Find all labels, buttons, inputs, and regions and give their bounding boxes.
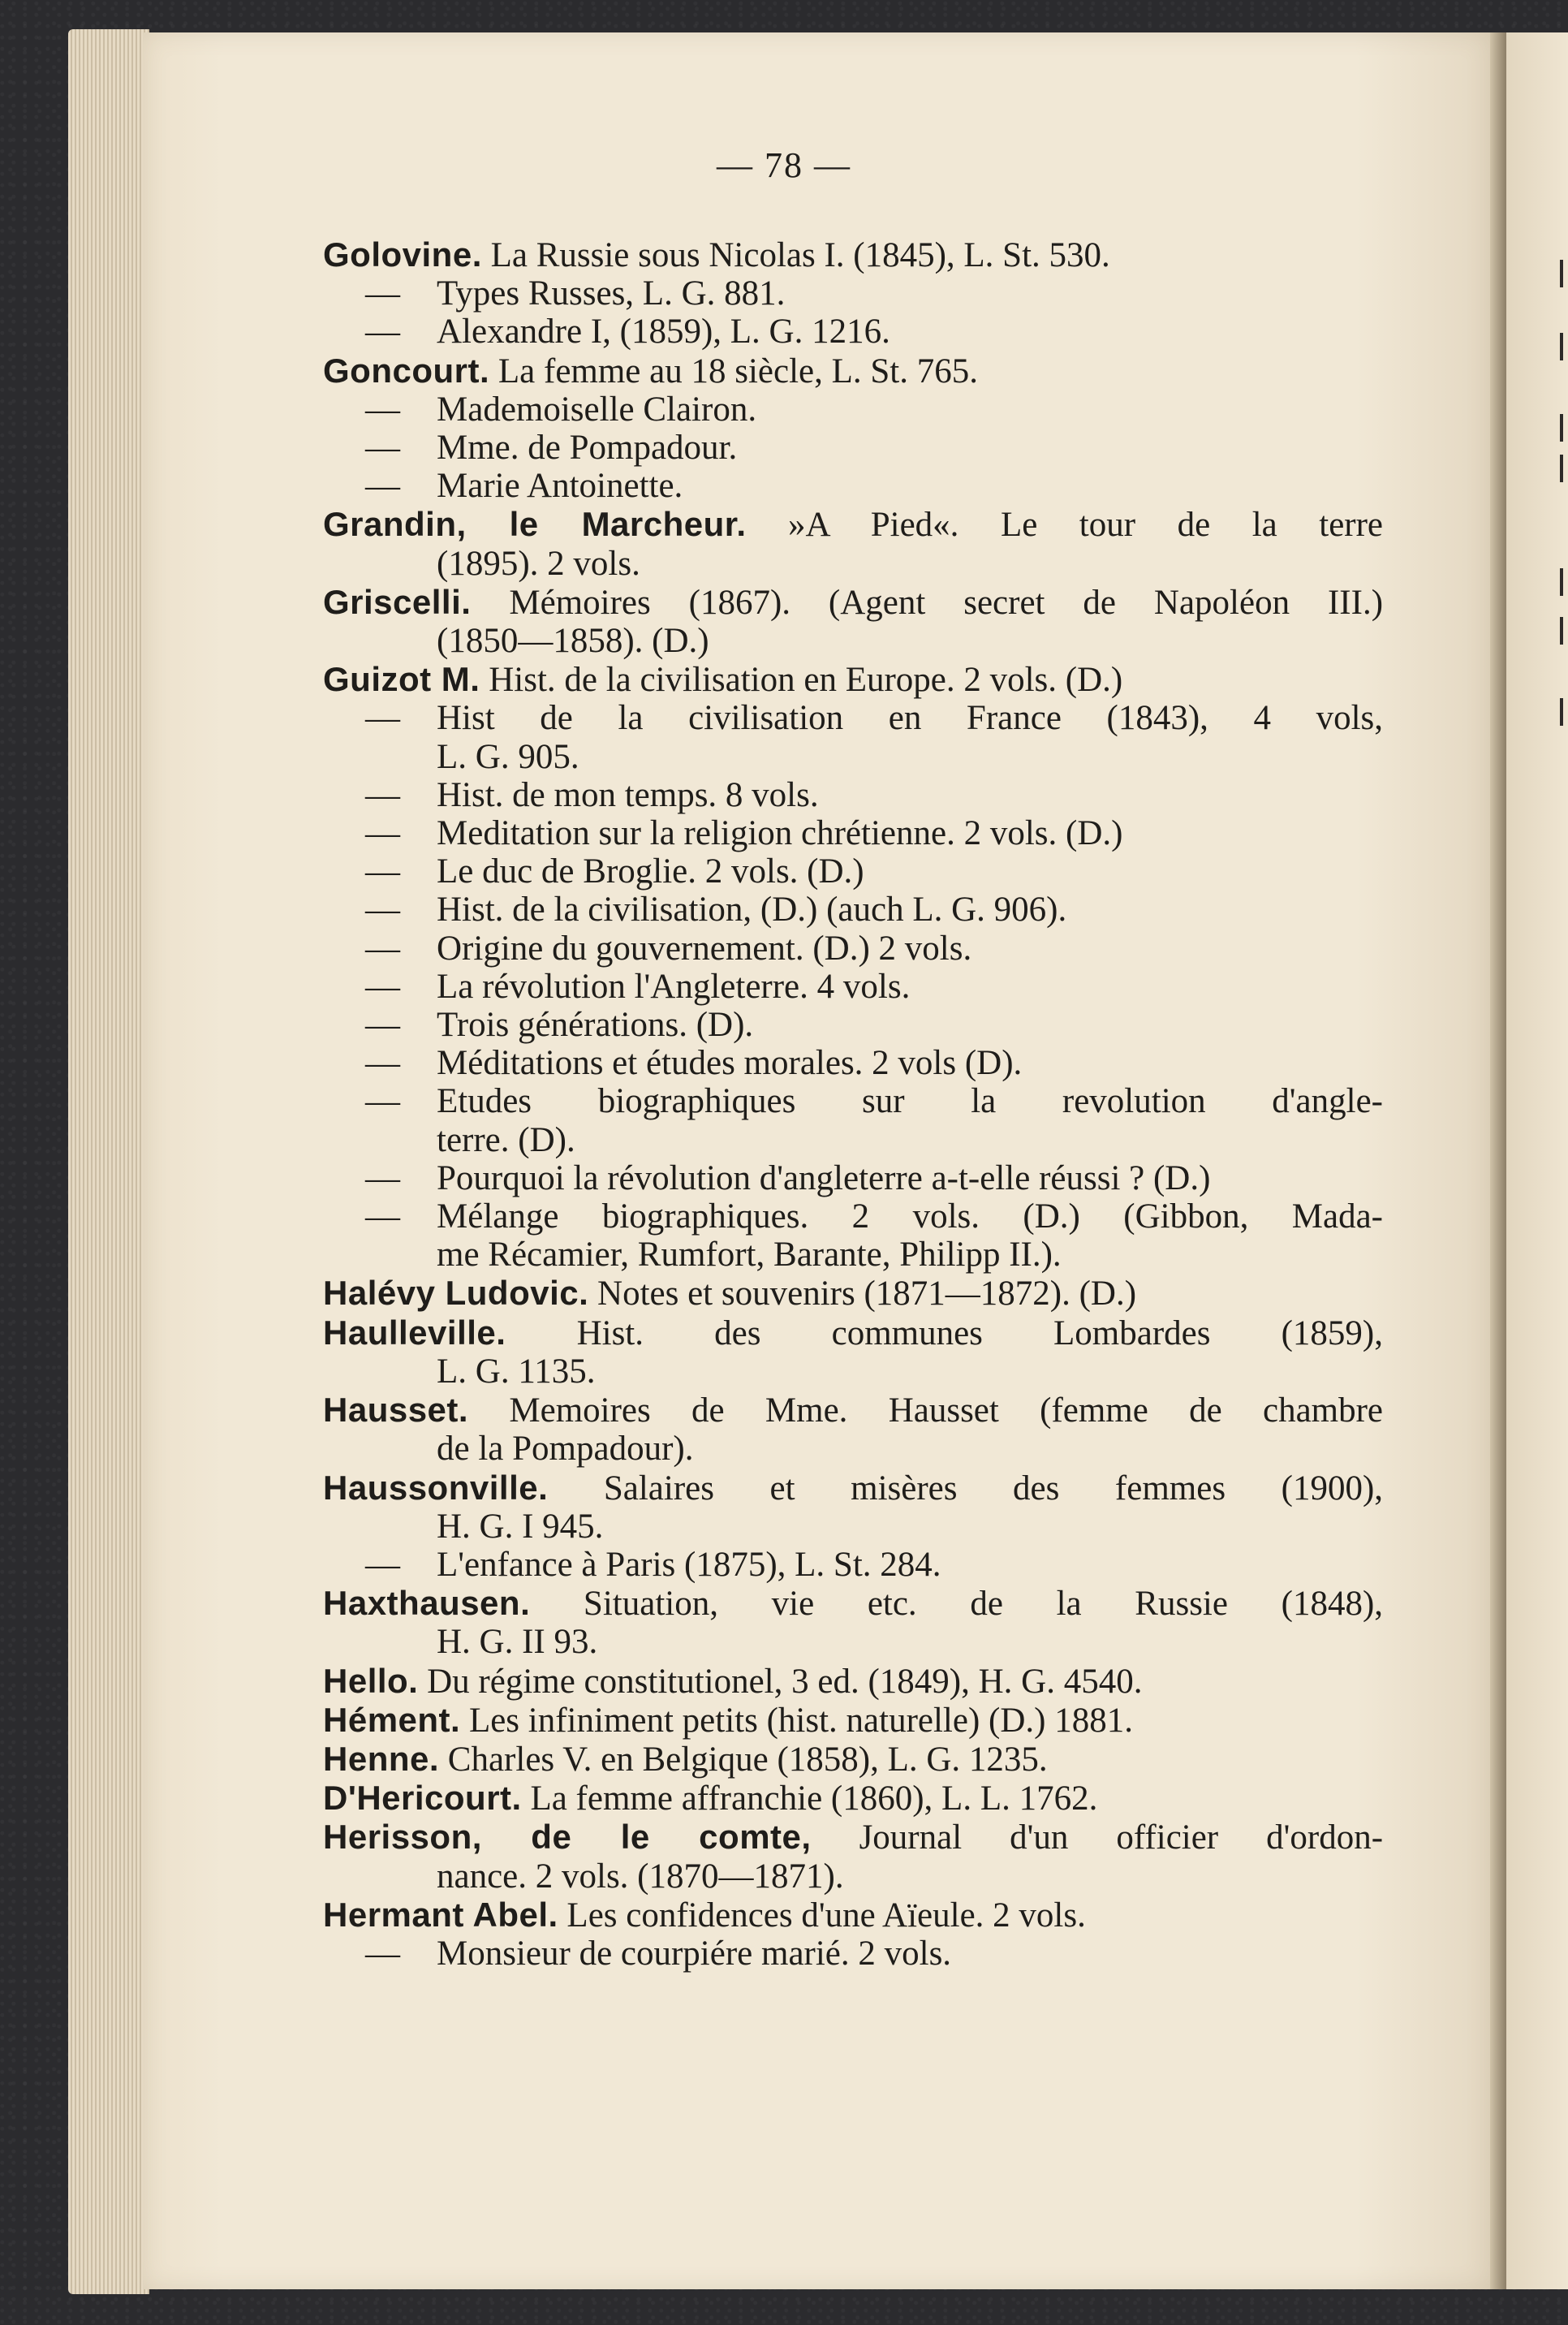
- index-entry: [323, 1391, 1383, 1468]
- index-subentry: [323, 313, 1383, 351]
- index-entry: [323, 1818, 1383, 1895]
- index-subentry: [323, 891, 1383, 929]
- index-subentry: [323, 699, 1383, 775]
- index-subentry: [323, 429, 1383, 467]
- subentry-text: Le duc de Broglie. 2 vols. (D.): [437, 852, 864, 891]
- entry-line: [323, 1313, 1383, 1352]
- subentry-line: [323, 930, 1383, 968]
- subentry-line: [323, 852, 1383, 891]
- bleed-mark: [1560, 617, 1563, 645]
- subentry-line: [323, 968, 1383, 1006]
- ditto-dash: —: [365, 313, 400, 352]
- entry-line: [323, 1779, 1383, 1818]
- index-entry: [323, 505, 1383, 582]
- entry-text: Salaires et misères des femmes (1900),: [603, 1469, 1384, 1508]
- subentry-line: [323, 814, 1383, 852]
- index-subentry: [323, 467, 1383, 505]
- entry-text: Hist. des communes Lombardes (1859),: [576, 1313, 1384, 1352]
- subentry-text: Hist. de mon temps. 8 vols.: [437, 775, 819, 814]
- entry-heading: Haxthausen.: [323, 1584, 531, 1623]
- entry-text: Journal d'un officier d'ordon-: [859, 1818, 1384, 1857]
- subentry-text: Hist de la civilisation en France (1843), 4 vols,: [437, 699, 1383, 738]
- entry-continuation: nance. 2 vols. (1870—1871).: [437, 1857, 844, 1896]
- ditto-dash: —: [365, 390, 400, 429]
- entry-heading: Halévy Ludovic.: [323, 1274, 589, 1313]
- subentry-text: Types Russes, L. G. 881.: [437, 274, 786, 313]
- index-subentry: [323, 1159, 1383, 1197]
- entry-line: [323, 1274, 1383, 1313]
- subentry-line: [323, 891, 1383, 929]
- entry-text: Du régime constitutionel, 3 ed. (1849), H. G. 4540.: [427, 1662, 1143, 1701]
- facing-page-edge: [1506, 32, 1568, 2289]
- ditto-dash: —: [365, 775, 400, 814]
- subentry-text: Marie Antoinette.: [437, 467, 683, 506]
- subentry-text: Hist. de la civilisation, (D.) (auch L. G. 906).: [437, 891, 1067, 930]
- entry-text: Mémoires (1867). (Agent secret de Napoléon III.): [509, 583, 1384, 622]
- ditto-dash: —: [365, 852, 400, 891]
- index-subentry: [323, 1197, 1383, 1274]
- page-number: — 78 —: [717, 145, 851, 185]
- entry-line: [323, 235, 1383, 274]
- index-subentry: [323, 930, 1383, 968]
- index-subentry: [323, 1044, 1383, 1082]
- ditto-dash: —: [365, 967, 400, 1006]
- subentry-text: Meditation sur la religion chrétienne. 2 vols. (D.): [437, 814, 1123, 853]
- ditto-dash: —: [365, 891, 400, 930]
- entry-line: [323, 1391, 1383, 1430]
- ditto-dash: —: [365, 699, 400, 738]
- bleed-mark: [1560, 568, 1563, 596]
- entry-heading: Golovine.: [323, 235, 482, 274]
- subentry-line: [323, 313, 1383, 351]
- index-entry: [323, 660, 1383, 699]
- entry-text: Memoires de Mme. Hausset (femme de chambre: [509, 1391, 1384, 1430]
- index-subentry: [323, 776, 1383, 814]
- index-subentry: [323, 1546, 1383, 1584]
- entry-text: La femme au 18 siècle, L. St. 765.: [498, 352, 978, 390]
- index-entry: [323, 352, 1383, 390]
- subentry-line: [323, 1006, 1383, 1044]
- ditto-dash: —: [365, 429, 400, 468]
- entry-line: [323, 1896, 1383, 1935]
- bleed-mark: [1560, 333, 1563, 360]
- entry-line: [323, 583, 1383, 622]
- subentry-line: [323, 1082, 1383, 1120]
- entry-heading: Hément.: [323, 1700, 461, 1739]
- subentry-text: Trois générations. (D).: [437, 1006, 754, 1045]
- subentry-continuation: terre. (D).: [437, 1120, 575, 1159]
- entry-line: [323, 1740, 1383, 1779]
- index-entry: [323, 1584, 1383, 1661]
- index-subentry: [323, 1082, 1383, 1158]
- entry-heading: Goncourt.: [323, 351, 490, 390]
- bleed-mark: [1560, 414, 1563, 442]
- entry-line: [323, 660, 1383, 699]
- entry-line: [323, 505, 1383, 544]
- subentry-text: Monsieur de courpiére marié. 2 vols.: [437, 1934, 952, 1973]
- index-entry: [323, 1469, 1383, 1546]
- ditto-dash: —: [365, 274, 400, 313]
- subentry-line: [323, 1935, 1383, 1973]
- entry-continuation: de la Pompadour).: [437, 1430, 694, 1469]
- entry-heading: Haulleville.: [323, 1313, 506, 1352]
- index-entry: [323, 1740, 1383, 1779]
- entry-heading: Griscelli.: [323, 582, 472, 621]
- entry-heading: Hausset.: [323, 1391, 469, 1430]
- subentry-text: Mademoiselle Clairon.: [437, 390, 757, 429]
- ditto-dash: —: [365, 467, 400, 506]
- index-entry: [323, 1274, 1383, 1313]
- index-entry: [323, 583, 1383, 660]
- ditto-dash: —: [365, 1044, 400, 1083]
- index-subentry: [323, 390, 1383, 429]
- index-subentry: [323, 274, 1383, 313]
- entry-text: »A Pied«. Le tour de la terre: [788, 506, 1384, 545]
- subentry-continuation: me Récamier, Rumfort, Barante, Philipp II.).: [437, 1236, 1062, 1275]
- subentry-line: [323, 699, 1383, 737]
- index-entry: [323, 1313, 1383, 1391]
- index-subentry: [323, 1006, 1383, 1044]
- entry-line: [323, 1662, 1383, 1701]
- subentry-line: [323, 1546, 1383, 1584]
- subentry-text: Pourquoi la révolution d'angleterre a-t-elle réussi ? (D.): [437, 1158, 1211, 1197]
- ditto-dash: —: [365, 1158, 400, 1197]
- subentry-line: [323, 776, 1383, 814]
- subentry-line: [323, 390, 1383, 429]
- index-entry: [323, 1779, 1383, 1818]
- entry-continuation: (1895). 2 vols.: [437, 544, 640, 583]
- ditto-dash: —: [365, 1545, 400, 1584]
- subentry-text: Mme. de Pompadour.: [437, 429, 738, 468]
- subentry-line: [323, 1044, 1383, 1082]
- ditto-dash: —: [365, 1934, 400, 1973]
- subentry-text: Origine du gouvernement. (D.) 2 vols.: [437, 929, 972, 968]
- ditto-dash: —: [365, 814, 400, 853]
- index-subentry: [323, 852, 1383, 891]
- entry-heading: Henne.: [323, 1739, 440, 1778]
- entry-text: Les infiniment petits (hist. naturelle) (D.) 1881.: [468, 1701, 1133, 1740]
- subentry-text: Etudes biographiques sur la revolution d'angle-: [437, 1082, 1383, 1121]
- subentry-text: Alexandre I, (1859), L. G. 1216.: [437, 313, 890, 352]
- ditto-dash: —: [365, 1197, 400, 1236]
- index-entry: [323, 1701, 1383, 1740]
- entry-text: Hist. de la civilisation en Europe. 2 vols. (D.): [489, 661, 1123, 700]
- entry-heading: Herisson, de le comte,: [323, 1818, 812, 1857]
- subentry-continuation: L. G. 905.: [437, 737, 579, 776]
- entry-line: [323, 1818, 1383, 1857]
- subentry-text: La révolution l'Angleterre. 4 vols.: [437, 967, 911, 1006]
- subentry-text: Méditations et études morales. 2 vols (D).: [437, 1044, 1023, 1083]
- index-subentry: [323, 968, 1383, 1006]
- subentry-line: [323, 467, 1383, 505]
- page-edges: [68, 29, 149, 2294]
- entry-text: Notes et souvenirs (1871—1872). (D.): [597, 1275, 1137, 1313]
- entry-line: [323, 1701, 1383, 1740]
- subentry-line: [323, 429, 1383, 467]
- ditto-dash: —: [365, 1082, 400, 1121]
- entry-heading: D'Hericourt.: [323, 1779, 522, 1818]
- index-entries: [323, 235, 1383, 1973]
- entry-heading: Hello.: [323, 1661, 419, 1700]
- entry-text: Les confidences d'une Aïeule. 2 vols.: [566, 1896, 1086, 1935]
- entry-heading: Hermant Abel.: [323, 1895, 558, 1934]
- index-subentry: [323, 1935, 1383, 1973]
- entry-heading: Guizot M.: [323, 660, 480, 699]
- index-entry: [323, 235, 1383, 274]
- subentry-text: Mélange biographiques. 2 vols. (D.) (Gibbon, Mada-: [437, 1197, 1383, 1236]
- entry-heading: Grandin, le Marcheur.: [323, 505, 747, 544]
- entry-text: Charles V. en Belgique (1858), L. G. 1235.: [447, 1740, 1048, 1779]
- entry-continuation: L. G. 1135.: [437, 1352, 596, 1391]
- subentry-line: [323, 1197, 1383, 1236]
- entry-text: La femme affranchie (1860), L. L. 1762.: [530, 1779, 1098, 1818]
- bleed-mark: [1560, 260, 1563, 287]
- entry-continuation: (1850—1858). (D.): [437, 622, 709, 661]
- entry-line: [323, 1469, 1383, 1508]
- ditto-dash: —: [365, 929, 400, 968]
- entry-continuation: H. G. I 945.: [437, 1507, 604, 1546]
- entry-line: [323, 352, 1383, 390]
- index-entry: [323, 1896, 1383, 1935]
- index-entry: [323, 1662, 1383, 1701]
- bleed-mark: [1560, 698, 1563, 726]
- entry-continuation: H. G. II 93.: [437, 1623, 598, 1662]
- entry-line: [323, 1584, 1383, 1623]
- entry-text: Situation, vie etc. de la Russie (1848),: [583, 1585, 1384, 1624]
- entry-text: La Russie sous Nicolas I. (1845), L. St. 530.: [490, 236, 1110, 274]
- entry-heading: Haussonville.: [323, 1468, 549, 1507]
- ditto-dash: —: [365, 1006, 400, 1045]
- subentry-line: [323, 274, 1383, 313]
- bleed-mark: [1560, 455, 1563, 482]
- book-gutter: [1490, 32, 1506, 2289]
- subentry-text: L'enfance à Paris (1875), L. St. 284.: [437, 1545, 941, 1584]
- subentry-line: [323, 1159, 1383, 1197]
- index-subentry: [323, 814, 1383, 852]
